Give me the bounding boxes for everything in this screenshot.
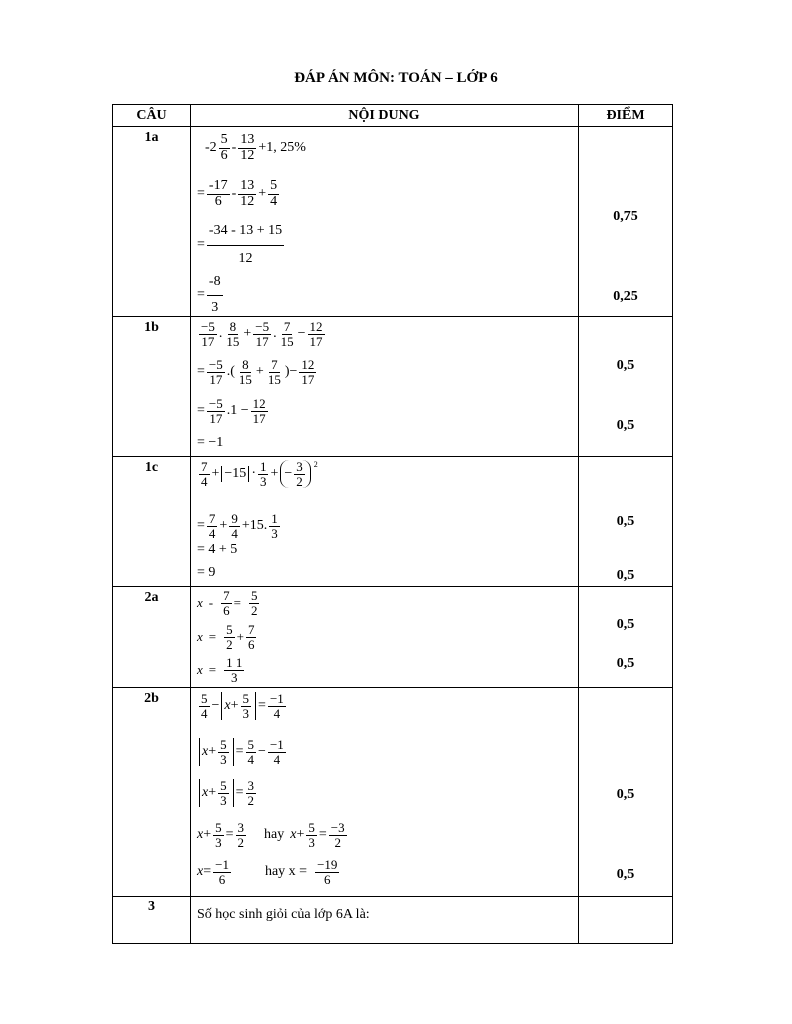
score: 0,5: [616, 418, 635, 433]
fraction: [238, 133, 256, 163]
numerator: 9: [231, 511, 238, 526]
denominator: 3: [242, 705, 250, 721]
math-token: +: [211, 466, 220, 482]
numerator: 12: [309, 319, 323, 334]
math-token: .: [218, 326, 223, 342]
denominator: 3: [215, 834, 222, 850]
score: 0,5: [616, 568, 635, 583]
denominator: 3: [211, 299, 219, 315]
denominator: 3: [259, 473, 267, 489]
absolute-value: [221, 692, 256, 720]
header-cau: CÂU: [136, 108, 167, 123]
math-token: −: [258, 744, 266, 760]
denominator: 3: [271, 525, 278, 541]
denominator: 6: [218, 871, 226, 887]
math-token: -: [205, 140, 210, 156]
fraction: [213, 858, 231, 886]
math-token: +: [241, 518, 250, 534]
math-token: x: [290, 827, 297, 843]
numerator: 7: [247, 622, 255, 637]
math-token: = −1: [197, 435, 224, 450]
math-token: =: [235, 744, 244, 760]
question-label: 1b: [144, 320, 159, 335]
math-token: +: [208, 785, 217, 801]
fraction: [207, 275, 223, 315]
fraction: [279, 320, 296, 348]
denominator: 17: [209, 371, 223, 387]
fraction: [199, 692, 210, 720]
math-line: [197, 692, 288, 720]
header-noidung: NỘI DUNG: [348, 108, 420, 123]
math-token: −: [289, 364, 298, 380]
fraction: [299, 358, 316, 386]
math-token: =: [258, 698, 266, 714]
math-token: +: [258, 186, 267, 202]
fraction: [207, 358, 225, 386]
numerator: 3: [296, 459, 303, 474]
fraction: [246, 623, 257, 651]
question-label: 3: [148, 899, 155, 914]
question-label: 2a: [144, 590, 159, 605]
fraction: [213, 821, 224, 849]
numerator: 5: [220, 737, 227, 752]
denominator: 17: [252, 410, 266, 426]
question-label: 2b: [144, 691, 159, 706]
answer-table: [112, 104, 673, 944]
math-token: .: [273, 326, 277, 342]
math-line: [197, 358, 318, 386]
numerator: −1: [269, 737, 284, 752]
fraction: [251, 397, 268, 425]
math-line: [197, 320, 327, 348]
numerator: -34 - 13 + 15: [207, 224, 284, 246]
denominator: 4: [201, 705, 208, 721]
math-token: +1, 25%: [258, 140, 306, 156]
numerator: 5: [220, 778, 227, 793]
page-title: ĐÁP ÁN MÔN: TOÁN – LỚP 6: [294, 70, 498, 86]
denominator: 3: [231, 669, 238, 685]
numerator: 12: [252, 396, 266, 411]
fraction: [329, 821, 347, 849]
fraction: [294, 460, 305, 488]
math-token: =: [208, 629, 217, 645]
fraction: [269, 512, 280, 540]
denominator: 2: [247, 792, 255, 808]
numerator: −1: [269, 691, 284, 706]
denominator: 2: [226, 636, 233, 652]
math-line: [205, 133, 306, 163]
denominator: 6: [324, 871, 331, 887]
denominator: 2: [334, 834, 341, 850]
numerator: 7: [271, 357, 278, 372]
denominator: 15: [280, 333, 294, 349]
fraction: [224, 320, 241, 348]
math-token: +: [270, 466, 279, 482]
denominator: 6: [220, 147, 228, 163]
numerator: -17: [208, 178, 228, 193]
math-token: +: [208, 744, 217, 760]
fraction: [207, 397, 225, 425]
math-line: [197, 275, 225, 315]
denominator: 17: [301, 371, 315, 387]
math-token: =: [197, 518, 205, 534]
math-token: =: [235, 785, 244, 801]
column-divider: [190, 105, 191, 943]
numerator: −5: [255, 319, 270, 334]
math-token: −: [297, 326, 306, 342]
math-token: =: [197, 287, 205, 303]
math-token: ): [284, 364, 290, 380]
denominator: 12: [240, 193, 255, 209]
row-divider: [113, 586, 672, 587]
math-token: (: [230, 364, 235, 380]
math-token: .: [263, 518, 268, 534]
math-line: [197, 858, 341, 886]
math-token: +: [230, 698, 239, 714]
denominator: 17: [309, 333, 323, 349]
numerator: 1: [271, 511, 278, 526]
fraction: [315, 858, 339, 886]
math-token: =: [197, 186, 205, 202]
math-token: =: [233, 595, 241, 611]
math-token: = 4 + 5: [197, 542, 238, 557]
parenthesis-group: [280, 460, 310, 488]
denominator: 4: [201, 473, 208, 489]
fraction: [224, 623, 235, 651]
fraction: [268, 738, 286, 766]
math-token: x: [202, 744, 209, 760]
numerator: −1: [215, 857, 229, 872]
math-token: hay x =: [264, 864, 308, 880]
math-token: −: [211, 698, 220, 714]
math-line: [197, 460, 318, 488]
numerator: −5: [208, 357, 223, 372]
row-divider: [113, 126, 672, 127]
score: 0,25: [613, 289, 638, 304]
exponent: 2: [313, 460, 318, 469]
math-token: +: [255, 364, 264, 380]
fraction: [221, 589, 232, 617]
denominator: 4: [273, 705, 281, 721]
denominator: 12: [240, 147, 255, 163]
score: 0,5: [616, 656, 635, 671]
fraction: [218, 779, 229, 807]
fraction: [236, 821, 247, 849]
math-token: +: [219, 518, 228, 534]
denominator: 17: [209, 410, 223, 426]
denominator: 3: [308, 834, 315, 850]
denominator: 3: [220, 792, 227, 808]
numerator: 12: [301, 357, 315, 372]
row-divider: [113, 316, 672, 317]
numerator: 8: [229, 319, 237, 334]
denominator: 6: [223, 602, 230, 618]
fraction: [238, 179, 256, 209]
numerator: 1 1: [226, 655, 243, 670]
denominator: 2: [237, 834, 245, 850]
row-divider: [113, 687, 672, 688]
fraction: [199, 320, 217, 348]
fraction: [308, 320, 325, 348]
math-line: [197, 397, 270, 425]
math-token: =: [208, 662, 217, 678]
numerator: 5: [226, 622, 233, 637]
numerator: 5: [201, 691, 208, 706]
fraction: [218, 738, 229, 766]
math-line: [197, 565, 215, 581]
denominator: 12: [238, 250, 253, 266]
math-token: -: [231, 140, 237, 156]
score: 0,5: [616, 617, 635, 632]
denominator: 3: [220, 751, 227, 767]
fraction: [207, 512, 218, 540]
score: 0,75: [613, 209, 638, 224]
row-divider: [113, 456, 672, 457]
denominator: 2: [250, 602, 258, 618]
numerator: 5: [250, 588, 258, 603]
math-token: x: [197, 864, 204, 880]
row-divider: [113, 896, 672, 897]
numerator: 7: [223, 588, 230, 603]
math-line: [197, 623, 258, 651]
denominator: 4: [270, 193, 278, 209]
fraction: [224, 656, 244, 684]
fraction: [253, 320, 271, 348]
math-token: ·: [251, 466, 256, 482]
numerator: 13: [240, 132, 255, 147]
math-token: x: [197, 827, 204, 843]
fraction: [246, 738, 257, 766]
denominator: 15: [267, 371, 281, 387]
fraction: [207, 179, 230, 209]
math-token: +: [236, 629, 244, 645]
numerator: -8: [207, 275, 223, 296]
numerator: 5: [270, 178, 278, 193]
math-line: [197, 512, 282, 540]
question-label: 1a: [144, 130, 159, 145]
math-token: x: [197, 662, 203, 678]
math-line: [197, 738, 288, 766]
fraction: [241, 692, 252, 720]
math-token: =: [197, 364, 205, 380]
numerator: 13: [240, 178, 255, 193]
math-line: [197, 179, 281, 209]
math-token: -: [231, 186, 237, 202]
math-token: +: [296, 827, 305, 843]
fraction: [268, 692, 286, 720]
math-token: x: [197, 629, 203, 645]
numerator: 5: [308, 820, 315, 835]
math-token: 15: [249, 518, 264, 534]
math-token: +: [203, 827, 212, 843]
fraction: [219, 133, 230, 163]
math-token: −15: [224, 466, 247, 482]
numerator: −5: [201, 319, 215, 334]
math-token: .: [226, 364, 231, 380]
numerator: 8: [242, 357, 249, 372]
math-token: =: [318, 827, 327, 843]
numerator: −3: [330, 820, 345, 835]
fraction: [199, 460, 210, 488]
fraction: [266, 358, 283, 386]
math-token: 2: [209, 140, 217, 156]
math-token: = 9: [197, 565, 216, 580]
numerator: 5: [215, 820, 222, 835]
math-line: [197, 224, 286, 266]
math-token: -: [208, 595, 214, 611]
math-line: [197, 542, 237, 558]
header-diem: ĐIỂM: [606, 108, 645, 123]
math-token: =: [225, 827, 234, 843]
score: 0,5: [616, 787, 635, 802]
denominator: 6: [247, 636, 255, 652]
math-line: [197, 656, 246, 684]
denominator: 17: [201, 333, 215, 349]
math-token: −: [284, 466, 293, 482]
math-token: =: [197, 403, 205, 419]
denominator: 4: [247, 751, 255, 767]
fraction: [229, 512, 240, 540]
question-text: Số học sinh giỏi của lớp 6A là:: [197, 907, 370, 922]
numerator: 3: [237, 820, 245, 835]
numerator: 5: [247, 737, 255, 752]
math-line: [197, 435, 223, 451]
denominator: 6: [214, 193, 222, 209]
numerator: 5: [220, 132, 228, 147]
math-token: x: [197, 595, 203, 611]
numerator: 5: [242, 691, 250, 706]
math-token: .1 −: [226, 403, 249, 419]
numerator: 7: [208, 511, 216, 526]
denominator: 17: [255, 333, 269, 349]
fraction: [268, 179, 279, 209]
numerator: 7: [201, 459, 208, 474]
score: 0,5: [616, 867, 635, 882]
math-token: +: [243, 326, 252, 342]
denominator: 2: [296, 473, 303, 489]
absolute-value: [199, 779, 234, 807]
fraction: [249, 589, 260, 617]
math-token: hay: [264, 827, 285, 843]
math-token: x: [224, 698, 231, 714]
denominator: 15: [226, 333, 240, 349]
denominator: 4: [208, 525, 216, 541]
numerator: −19: [317, 857, 338, 872]
absolute-value: [221, 466, 249, 482]
numerator: −5: [208, 396, 223, 411]
denominator: 4: [273, 751, 281, 767]
question-label: 1c: [144, 460, 159, 475]
math-token: =: [203, 864, 212, 880]
fraction: [207, 224, 284, 266]
score: 0,5: [616, 358, 635, 373]
denominator: 4: [231, 525, 238, 541]
fraction: [246, 779, 257, 807]
fraction: [237, 358, 254, 386]
numerator: 1: [259, 459, 267, 474]
math-token: =: [197, 237, 205, 253]
math-line: [197, 779, 258, 807]
fraction: [258, 460, 269, 488]
numerator: 3: [247, 778, 255, 793]
math-line: [197, 821, 349, 849]
denominator: 15: [238, 371, 252, 387]
numerator: 7: [283, 319, 291, 334]
math-line: [197, 589, 261, 617]
math-token: x: [202, 785, 209, 801]
absolute-value: [199, 738, 234, 766]
fraction: [306, 821, 317, 849]
score: 0,5: [616, 514, 635, 529]
